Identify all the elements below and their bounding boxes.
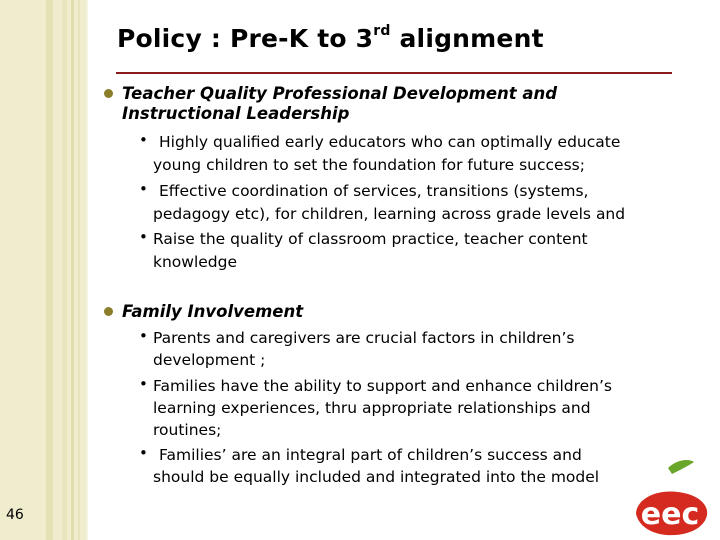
sidebar-stripe xyxy=(71,0,74,540)
sub-bullet: • xyxy=(139,228,148,246)
title-superscript: rd xyxy=(373,22,391,39)
section-heading xyxy=(122,84,557,124)
list-item-line: should be equally included and integrated into the model xyxy=(153,468,600,486)
list-item-line: Highly qualified early educators who can optimally educate xyxy=(159,133,621,151)
list-item-line: development ; xyxy=(153,351,266,369)
slide-title xyxy=(117,24,544,53)
heading-line: Instructional Leadership xyxy=(122,104,350,123)
sidebar-stripe xyxy=(62,0,67,540)
list-item-line: Effective coordination of services, transitions (systems, xyxy=(159,182,589,200)
title-main: Policy : Pre-K to 3 xyxy=(117,24,374,53)
heading-line: Teacher Quality Professional Development and xyxy=(122,84,558,103)
sidebar-stripe xyxy=(46,0,53,540)
list-item-line: Families’ are an integral part of children’s success and xyxy=(159,446,582,464)
list-item-line: young children to set the foundation for future success; xyxy=(153,156,585,174)
eec-logo xyxy=(628,456,718,540)
list-item-line: Families have the ability to support and enhance children’s xyxy=(153,377,612,395)
sub-bullet: • xyxy=(139,327,148,345)
logo-text: eec xyxy=(640,497,700,532)
list-item-line: Parents and caregivers are crucial factors in children’s xyxy=(153,329,575,347)
sub-bullet: • xyxy=(139,375,148,393)
sub-bullet: • xyxy=(139,180,148,198)
title-end: alignment xyxy=(390,24,544,53)
heading-line: Family Involvement xyxy=(122,302,304,321)
sidebar-band xyxy=(0,0,86,540)
page-number: 46 xyxy=(6,507,24,523)
section-bullet xyxy=(104,89,113,98)
section-heading xyxy=(122,302,303,322)
title-underline xyxy=(116,72,672,74)
section-bullet xyxy=(104,307,113,316)
list-item-line: Raise the quality of classroom practice, teacher content xyxy=(153,230,588,248)
list-item-line: pedagogy etc), for children, learning across grade levels and xyxy=(153,205,626,223)
sidebar-stripe xyxy=(78,0,80,540)
logo-leaf xyxy=(668,460,694,474)
sidebar-edge xyxy=(86,0,88,540)
sub-bullet: • xyxy=(139,131,148,149)
sub-bullet: • xyxy=(139,444,148,462)
list-item-line: knowledge xyxy=(153,253,238,271)
list-item-line: routines; xyxy=(153,421,222,439)
list-item-line: learning experiences, thru appropriate relationships and xyxy=(153,399,591,417)
